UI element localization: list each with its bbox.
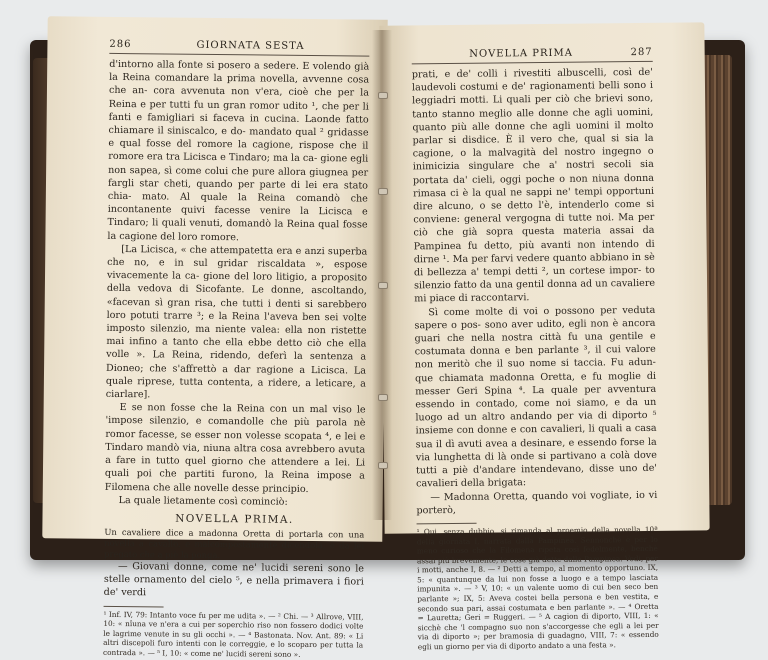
- paragraph: — Madonna Oretta, quando voi vogliate, io vi porterò,: [416, 489, 658, 517]
- book-gutter: [372, 30, 392, 520]
- novella-opening: [104, 560, 364, 602]
- right-page-header: [412, 47, 653, 65]
- left-page-header: [109, 39, 369, 57]
- footnote: ¹ Qui, senza dubbio, si rimanda al proemio della novella 10ª della giornata I, narrata dalla Pampinea. Sennonchè è per lo meno curioso che la Filomena ripeta così fedelmente, benchè assai più brevemente, le cose già dette dalla Pampinea. Vedi, per i motti, anche I, 8. — ² Detti a tempo, al momento opportuno. IX, 5: « quantunque da lui non fosse a luogo e a tempo lasciata impunita ». — ³ V, 10: « un valente uomo di cui ben seco ben parlante »; IX, 5: Aveva costei bella persona e ben vestita, e secondo sua pari, assai costumata e ben parlante ». — ⁴ Oretta = Lauretta; Geri = Ruggeri. — ⁵ A cagion di diporto, VIII, 1: « sicchè che 'l compagno suo non s'accorgesse che egli a lei per via di diporto »; per bramosia di guadagno, VIII, 7: « essendo egli un giorno per via di diporto andato a una festa ».: [416, 524, 659, 652]
- page-number: 287: [630, 46, 653, 59]
- novella-rubric: Un cavaliere dice a madonna Oretta di portarla con una novella a cavallo, e malcompostamente dicendola, è da lei pregato che a piè la ponga.: [104, 526, 365, 560]
- binding-stitch: [378, 188, 388, 195]
- binding-stitch: [378, 92, 388, 99]
- right-page: [379, 22, 709, 652]
- binding-stitch: [378, 394, 388, 401]
- section-heading: NOVELLA PRIMA.: [175, 512, 294, 526]
- binding-stitch: [378, 462, 388, 469]
- footnote-rule: [104, 605, 164, 607]
- right-page-body: [412, 66, 658, 517]
- paragraph: d'intorno alla fonte si posero a sedere. E volendo già la Reina comandare la prima novella, avvenne cosa che an- cora avvenuta non v'era, cioè che per la Reina e per tutti fu un gran romor udito ¹, che per li fanti e famigliari si faceva in cucina. Laonde fatto chiamare il siniscalco, e do- mandato qual ² gridasse e qual fosse del romore la cagione, rispose che il romore era tra Licisca e Tindaro; ma la ca- gione egli non sapea, sì come colui che pure allora giugnea per fargli star cheti, quando per parte di lei era stato chia- mato. Al quale la Reina comandò che incontanente quivi facesse venire la Licisca e Tindaro; li quali venuti, domandò la Reina qual fosse la cagione del loro romore.: [107, 58, 370, 243]
- paragraph: prati, e de' colli i rivestiti albuscelli, così de' laudevoli costumi e de' ragionamenti belli sono i leggiadri motti. Li quali per ciò che brievi sono, tanto stanno meglio alle donne che agli uomini, quanto più alle donne che agli uomini il molto parlar si disdice. È il vero che, qual si sia la cagione, o la malvagità del nostro ingegno o inimicizia singulare che a' nostri secoli sia portata da' cieli, oggi poche o non niuna donna rimasa ci è la qual ne sappi ne' tempi opportuni dire alcuno, o se detto l'è, intenderlo come si conviene: general vergogna di tutte noi. Ma per ciò che già sopra questa materia assai da Pampinea fu detto, più avanti non intendo di dirne ¹. Ma per farvi vedere quanto abbiano in sè di bellezza a' tempi detti ², un cortese impor- to silenzio fatto da una gentil donna ad un cavaliere mi piace di raccontarvi.: [411, 66, 656, 305]
- left-page-body: [105, 58, 370, 510]
- running-head: GIORNATA SESTA: [196, 39, 305, 52]
- left-page-footnotes: [103, 609, 363, 660]
- paragraph: — Giovani donne, come ne' lucidi sereni sono le stelle ornamento del cielo ⁵, e nella primavera i fiori de' verdi: [103, 560, 365, 599]
- left-page: [42, 16, 387, 659]
- right-page-footnotes: [417, 525, 659, 652]
- paragraph: E se non fosse che la Reina con un mal viso le 'impose silenzio, e comandolle che più parola nè romor facesse, se esser non volesse scopata ⁴, e lei e Tindaro mandò via, niuna altra cosa avrebbero avuta a fare in tutto quel giorno che attendere a lei. Li quali poi che partiti furono, la Reina impose a Filomena che alle novelle desse principio.: [104, 402, 366, 495]
- footnote-rule: [417, 523, 477, 525]
- page-number: 286: [109, 38, 132, 51]
- paragraph: La quale lietamente così cominciò:: [118, 494, 288, 508]
- running-head: NOVELLA PRIMA: [469, 47, 573, 60]
- paragraph: [La Licisca, « che attempatetta era e anzi superba che no, e in sul gridar riscaldata », espose vivacemente la ca- gione del loro litigio, a proposito della vedova di Sicofante. Le donne, ascoltando, «facevan sì gran risa, che tutti i denti si sarebbero loro potuti trarre ³; e la Reina l'aveva ben sei volte imposto silenzio, ma niente valea: ella non ristette mai infino a tanto che ella ebbe detto ciò che ella volle ». La Reina, ridendo, deferì la sentenza a Dioneo; che s'affrettò a dar ragione a Licisca. La quale riprese, tutta contenta, a ridere, a leticare, a ciarlare].: [105, 243, 368, 401]
- footnote: ¹ Inf. IV, 79: Intanto voce fu per me udita ». — ² Chi. — ³ Allrove, VIII, 10: « nîuna ve n'era a cui per soperchio riso non fossero dodici volte le lagrime venute in su gli occhi ». — ⁴ Bastonata. Nov. Ant. 89: « Li altri discepoli furo intenti con le correggie, e lo scoparo per tutta la contrada ». — ⁵ I, 10: « come ne' lucidi sereni sono ».: [103, 609, 364, 659]
- paragraph: Sì come molte di voi o possono per veduta sapere o pos- sono aver udito, egli non è ancora guari che nella nostra città fu una gentile e costumata donna e ben parlante ³, il cui valore non meritò che il suo nome si taccia. Fu adun- que chiamata madonna Oretta, e fu moglie di messer Geri Spina ⁴. La quale per avventura essendo in contado, come noi siamo, e da un luogo ad un altro andando per via di diporto ⁵ insieme con donne e con cavalieri, li quali a casa sua il dì avuti avea a desinare, e essendo forse la via lunghetta di là onde si partivano a colà dove tutti a piè d'andare intendevano, disse uno de' cavalieri della brigata:: [414, 304, 658, 490]
- binding-stitch: [378, 282, 388, 289]
